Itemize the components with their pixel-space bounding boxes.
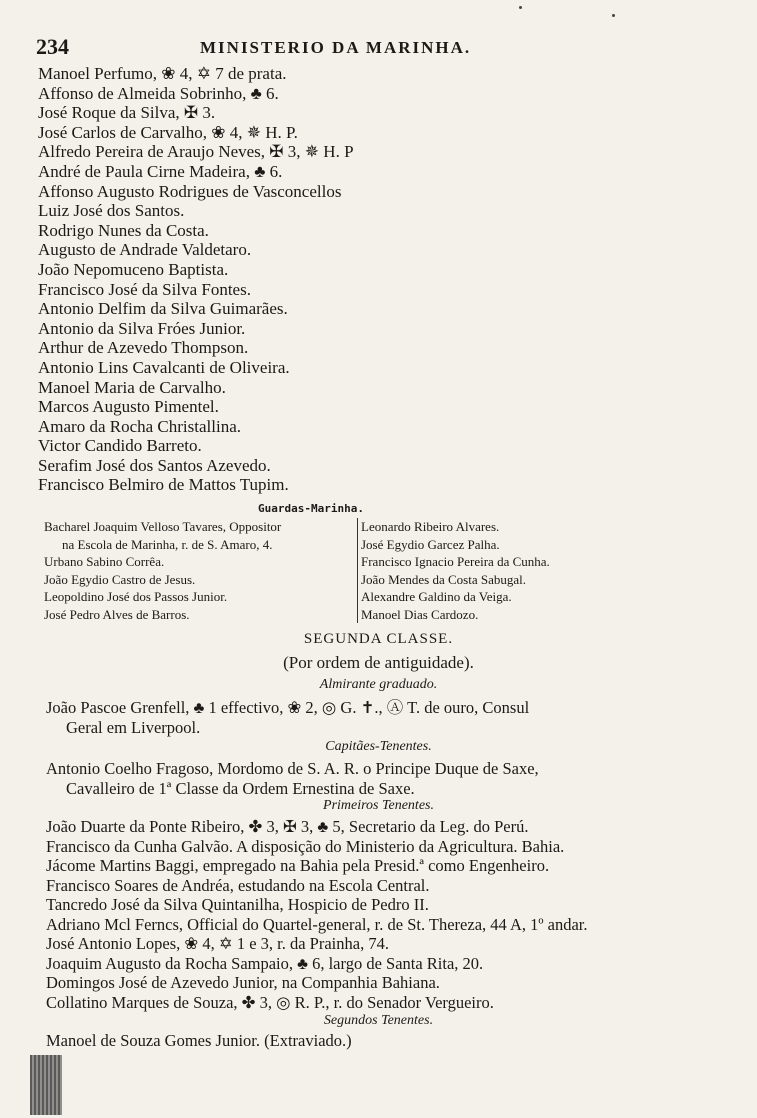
list-item: Tancredo José da Silva Quintanilha, Hospicio de Pedro II. bbox=[46, 895, 429, 914]
list-item: Jácome Martins Baggi, empregado na Bahia pela Presid.ª como Engenheiro. bbox=[46, 856, 550, 875]
class-heading: SEGUNDA CLASSE. bbox=[303, 631, 454, 647]
list-item: Antonio Lins Cavalcanti de Oliveira. bbox=[38, 357, 290, 377]
list-item: Francisco Ignacio Pereira da Cunha. bbox=[361, 554, 550, 569]
list-item: Bacharel Joaquim Velloso Tavares, Oppositor bbox=[44, 519, 282, 534]
segundos-entries bbox=[46, 1031, 726, 1051]
list-item: Adriano Mcl Ferncs, Official do Quartel-general, r. de St. Thereza, 44 A, 1º andar. bbox=[46, 914, 588, 934]
page-header bbox=[0, 34, 757, 62]
section-title-almirante: Almirante graduado. bbox=[319, 677, 438, 692]
list-item: Arthur de Azevedo Thompson. bbox=[38, 338, 249, 358]
list-item: Alfredo Pereira de Araujo Neves, ✠ 3, ✵ H. P bbox=[38, 142, 354, 162]
primeiros-entries bbox=[46, 817, 726, 1012]
list-item: Domingos José de Azevedo Junior, na Companhia Bahiana. bbox=[46, 973, 440, 992]
print-speck bbox=[612, 14, 615, 17]
list-item: Francisco Soares de Andréa, estudando na Escola Central. bbox=[46, 875, 430, 895]
list-item: Francisco Belmiro de Mattos Tupim. bbox=[38, 475, 289, 495]
list-item: Rodrigo Nunes da Costa. bbox=[38, 220, 209, 240]
order-note: (Por ordem de antiguidade). bbox=[283, 653, 474, 672]
list-item: Leopoldino José dos Passos Junior. bbox=[44, 589, 228, 604]
guardas-left-column bbox=[44, 518, 359, 623]
list-item: Joaquim Augusto da Rocha Sampaio, ♣ 6, largo de Santa Rita, 20. bbox=[46, 953, 484, 973]
list-item: José Roque da Silva, ✠ 3. bbox=[38, 103, 216, 123]
guardas-right-column bbox=[357, 518, 757, 623]
list-item: Cavalleiro de 1ª Classe da Ordem Ernestina de Saxe. bbox=[66, 778, 415, 798]
list-item: José Antonio Lopes, ❀ 4, ✡ 1 e 3, r. da Prainha, 74. bbox=[46, 934, 389, 953]
list-item: Manoel Maria de Carvalho. bbox=[38, 377, 226, 397]
library-stamp-mark bbox=[30, 1055, 62, 1115]
list-item: Victor Candido Barreto. bbox=[38, 436, 202, 456]
list-item: Manoel Dias Cardozo. bbox=[361, 606, 479, 622]
list-item: João Duarte da Ponte Ribeiro, ✤ 3, ✠ 3, ♣ 5, Secretario da Leg. do Perú. bbox=[46, 817, 529, 836]
list-item: Leonardo Ribeiro Alvares. bbox=[361, 519, 500, 534]
list-item: Amaro da Rocha Christallina. bbox=[38, 416, 242, 436]
names-list bbox=[38, 64, 738, 495]
list-item: Augusto de Andrade Valdetaro. bbox=[38, 240, 252, 260]
list-item: Geral em Liverpool. bbox=[66, 717, 201, 737]
list-item: Luiz José dos Santos. bbox=[38, 201, 185, 221]
list-item: Affonso Augusto Rodrigues de Vasconcellos bbox=[38, 181, 342, 201]
list-item: Marcos Augusto Pimentel. bbox=[38, 397, 219, 417]
list-item: Francisco da Cunha Galvão. A disposição do Ministerio da Agricultura. Bahia. bbox=[46, 836, 565, 856]
section-title-capitaes: Capitães-Tenentes. bbox=[325, 739, 432, 754]
almirante-entries bbox=[46, 698, 726, 737]
list-item: José Carlos de Carvalho, ❀ 4, ✵ H. P. bbox=[38, 122, 298, 142]
list-item: José Egydio Garcez Palha. bbox=[361, 536, 500, 552]
list-item: Alexandre Galdino da Veiga. bbox=[361, 589, 512, 604]
list-item: João Egydio Castro de Jesus. bbox=[44, 571, 196, 587]
page-number: 234 bbox=[36, 34, 69, 59]
list-item: Antonio da Silva Fróes Junior. bbox=[38, 318, 246, 338]
capitaes-entries bbox=[46, 759, 726, 798]
running-title: MINISTERIO DA MARINHA. bbox=[200, 38, 472, 57]
list-item: Francisco José da Silva Fontes. bbox=[38, 279, 251, 299]
list-item: André de Paula Cirne Madeira, ♣ 6. bbox=[38, 161, 283, 181]
list-item: Manoel de Souza Gomes Junior. (Extraviado.) bbox=[46, 1031, 352, 1050]
list-item: Collatino Marques de Souza, ✤ 3, ◎ R. P., r. do Senador Vergueiro. bbox=[46, 992, 494, 1012]
list-item: na Escola de Marinha, r. de S. Amaro, 4. bbox=[62, 536, 273, 552]
list-item: Urbano Sabino Corrêa. bbox=[44, 554, 165, 569]
list-item: Antonio Coelho Fragoso, Mordomo de S. A. R. o Principe Duque de Saxe, bbox=[46, 759, 539, 778]
list-item: João Pascoe Grenfell, ♣ 1 effectivo, ❀ 2, ◎ G. ✝., Ⓐ T. de ouro, Consul bbox=[46, 698, 530, 717]
list-item: José Pedro Alves de Barros. bbox=[44, 606, 190, 622]
list-item: João Nepomuceno Baptista. bbox=[38, 259, 229, 279]
list-item: Serafim José dos Santos Azevedo. bbox=[38, 455, 271, 475]
section-title-guardas: Guardas-Marinha. bbox=[258, 502, 364, 515]
list-item: Antonio Delfim da Silva Guimarães. bbox=[38, 299, 288, 319]
list-item: Manoel Perfumo, ❀ 4, ✡ 7 de prata. bbox=[38, 64, 287, 83]
list-item: João Mendes da Costa Sabugal. bbox=[361, 571, 527, 587]
print-speck bbox=[519, 6, 522, 9]
list-item: Affonso de Almeida Sobrinho, ♣ 6. bbox=[38, 83, 279, 103]
section-title-primeiros: Primeiros Tenentes. bbox=[323, 798, 434, 813]
section-title-segundos: Segundos Tenentes. bbox=[323, 1013, 434, 1028]
